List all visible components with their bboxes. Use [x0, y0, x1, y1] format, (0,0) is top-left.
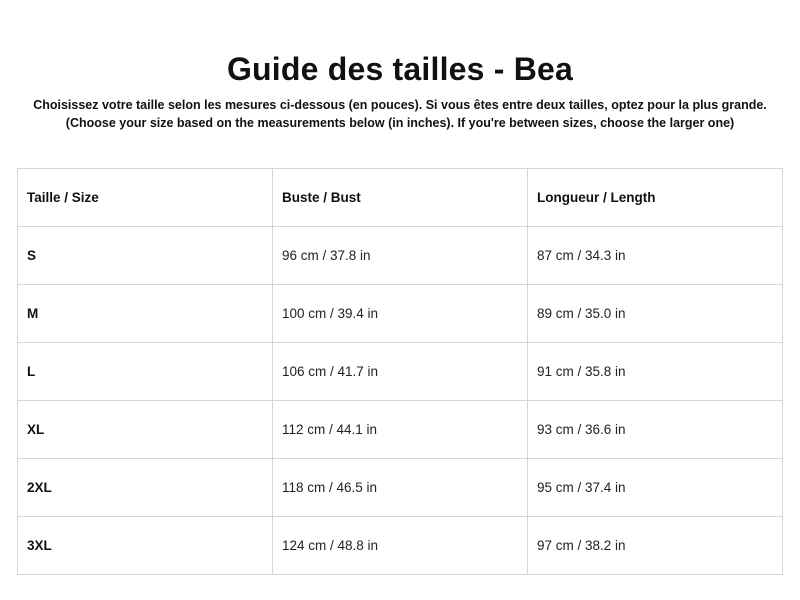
size-cell: S — [18, 227, 273, 285]
size-cell: M — [18, 285, 273, 343]
header-length: Longueur / Length — [528, 169, 783, 227]
bust-cell: 106 cm / 41.7 in — [273, 343, 528, 401]
header-bust: Buste / Bust — [273, 169, 528, 227]
length-cell: 93 cm / 36.6 in — [528, 401, 783, 459]
intro-text — [0, 96, 800, 132]
intro-line-english: (Choose your size based on the measurements below (in inches). If you're between sizes, choose the larger one) — [65, 116, 735, 130]
table-row — [18, 459, 783, 517]
size-cell: 3XL — [18, 517, 273, 575]
bust-cell: 112 cm / 44.1 in — [273, 401, 528, 459]
size-cell: XL — [18, 401, 273, 459]
size-cell: L — [18, 343, 273, 401]
size-chart-table — [17, 168, 783, 575]
header-size: Taille / Size — [18, 169, 273, 227]
length-cell: 97 cm / 38.2 in — [528, 517, 783, 575]
table-header-row — [18, 169, 783, 227]
intro-line-french: Choisissez votre taille selon les mesures ci-dessous (en pouces). Si vous êtes entre deux tailles, optez pour la plus grande. — [33, 98, 767, 112]
bust-cell: 100 cm / 39.4 in — [273, 285, 528, 343]
length-cell: 95 cm / 37.4 in — [528, 459, 783, 517]
table-row — [18, 517, 783, 575]
bust-cell: 118 cm / 46.5 in — [273, 459, 528, 517]
length-cell: 87 cm / 34.3 in — [528, 227, 783, 285]
bust-cell: 96 cm / 37.8 in — [273, 227, 528, 285]
length-cell: 91 cm / 35.8 in — [528, 343, 783, 401]
size-cell: 2XL — [18, 459, 273, 517]
length-cell: 89 cm / 35.0 in — [528, 285, 783, 343]
table-row — [18, 285, 783, 343]
table-row — [18, 227, 783, 285]
bust-cell: 124 cm / 48.8 in — [273, 517, 528, 575]
table-row — [18, 343, 783, 401]
table-row — [18, 401, 783, 459]
page-title: Guide des tailles - Bea — [226, 51, 574, 88]
